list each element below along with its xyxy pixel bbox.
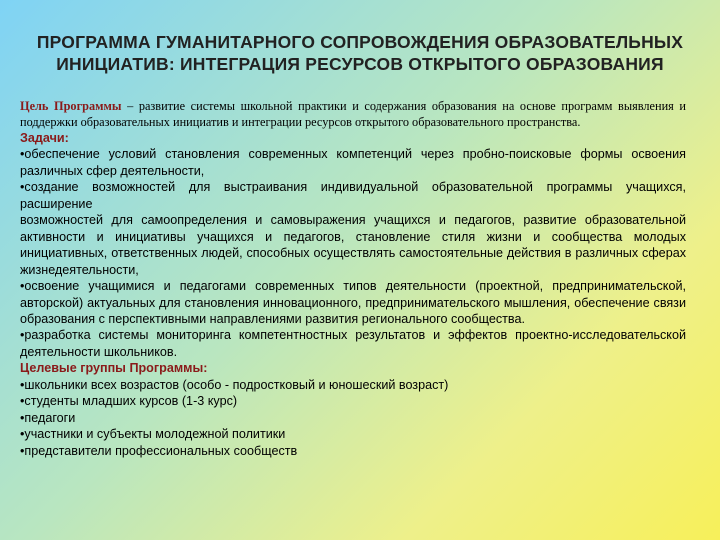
- goal-text: – развитие системы школьной практики и содержания образования на основе программ выявления и поддержки образовательных инициатив и интеграции ресурсов открытого образовательного пространства.: [20, 99, 686, 129]
- slide-body: [20, 99, 686, 459]
- task-item: • освоение учащимися и педагогами современных типов деятельности (проектной, предпринимательской, авторской) актуальных для становления инновационного, предпринимательского мышления, обеспечение связи образования с перспективными направлениями развития регионального сообщества.: [20, 278, 686, 327]
- target-group-item: • студенты младших курсов (1-3 курс): [20, 393, 686, 409]
- page-title: ПРОГРАММА ГУМАНИТАРНОГО СОПРОВОЖДЕНИЯ ОБРАЗОВАТЕЛЬНЫХ ИНИЦИАТИВ: ИНТЕГРАЦИЯ РЕСУРСОВ ОТКРЫТОГО ОБРАЗОВАНИЯ: [36, 32, 684, 74]
- task-item: • разработка системы мониторинга компетентностных результатов и эффектов проектно-исследовательской деятельности школьников.: [20, 327, 686, 360]
- task-item-continuation: возможностей для самоопределения и самовыражения учащихся и педагогов, развитие образовательной активности и инициативы учащихся и педагогов, становление стиля жизни и сообщества молодых инициативных, ответственных людей, способных осуществлять самостоятельные действия в различных сферах жизнедеятельности,: [20, 213, 686, 277]
- program-goal: [20, 99, 686, 130]
- target-group-item: • школьники всех возрастов (особо - подростковый и юношеский возраст): [20, 377, 686, 393]
- target-group-item: • участники и субъекты молодежной политики: [20, 426, 686, 442]
- task-item: • создание возможностей для выстраивания индивидуальной образовательной программы учащихся, расширение: [20, 179, 686, 212]
- task-item: • обеспечение условий становления современных компетенций через пробно-поисковые формы освоения различных сфер деятельности,: [20, 146, 686, 179]
- target-groups-heading: Целевые группы Программы:: [20, 361, 208, 376]
- target-group-item: • представители профессиональных сообществ: [20, 443, 686, 459]
- target-group-item: • педагоги: [20, 410, 686, 426]
- tasks-heading: Задачи:: [20, 131, 69, 145]
- goal-label: Цель Программы: [20, 99, 122, 113]
